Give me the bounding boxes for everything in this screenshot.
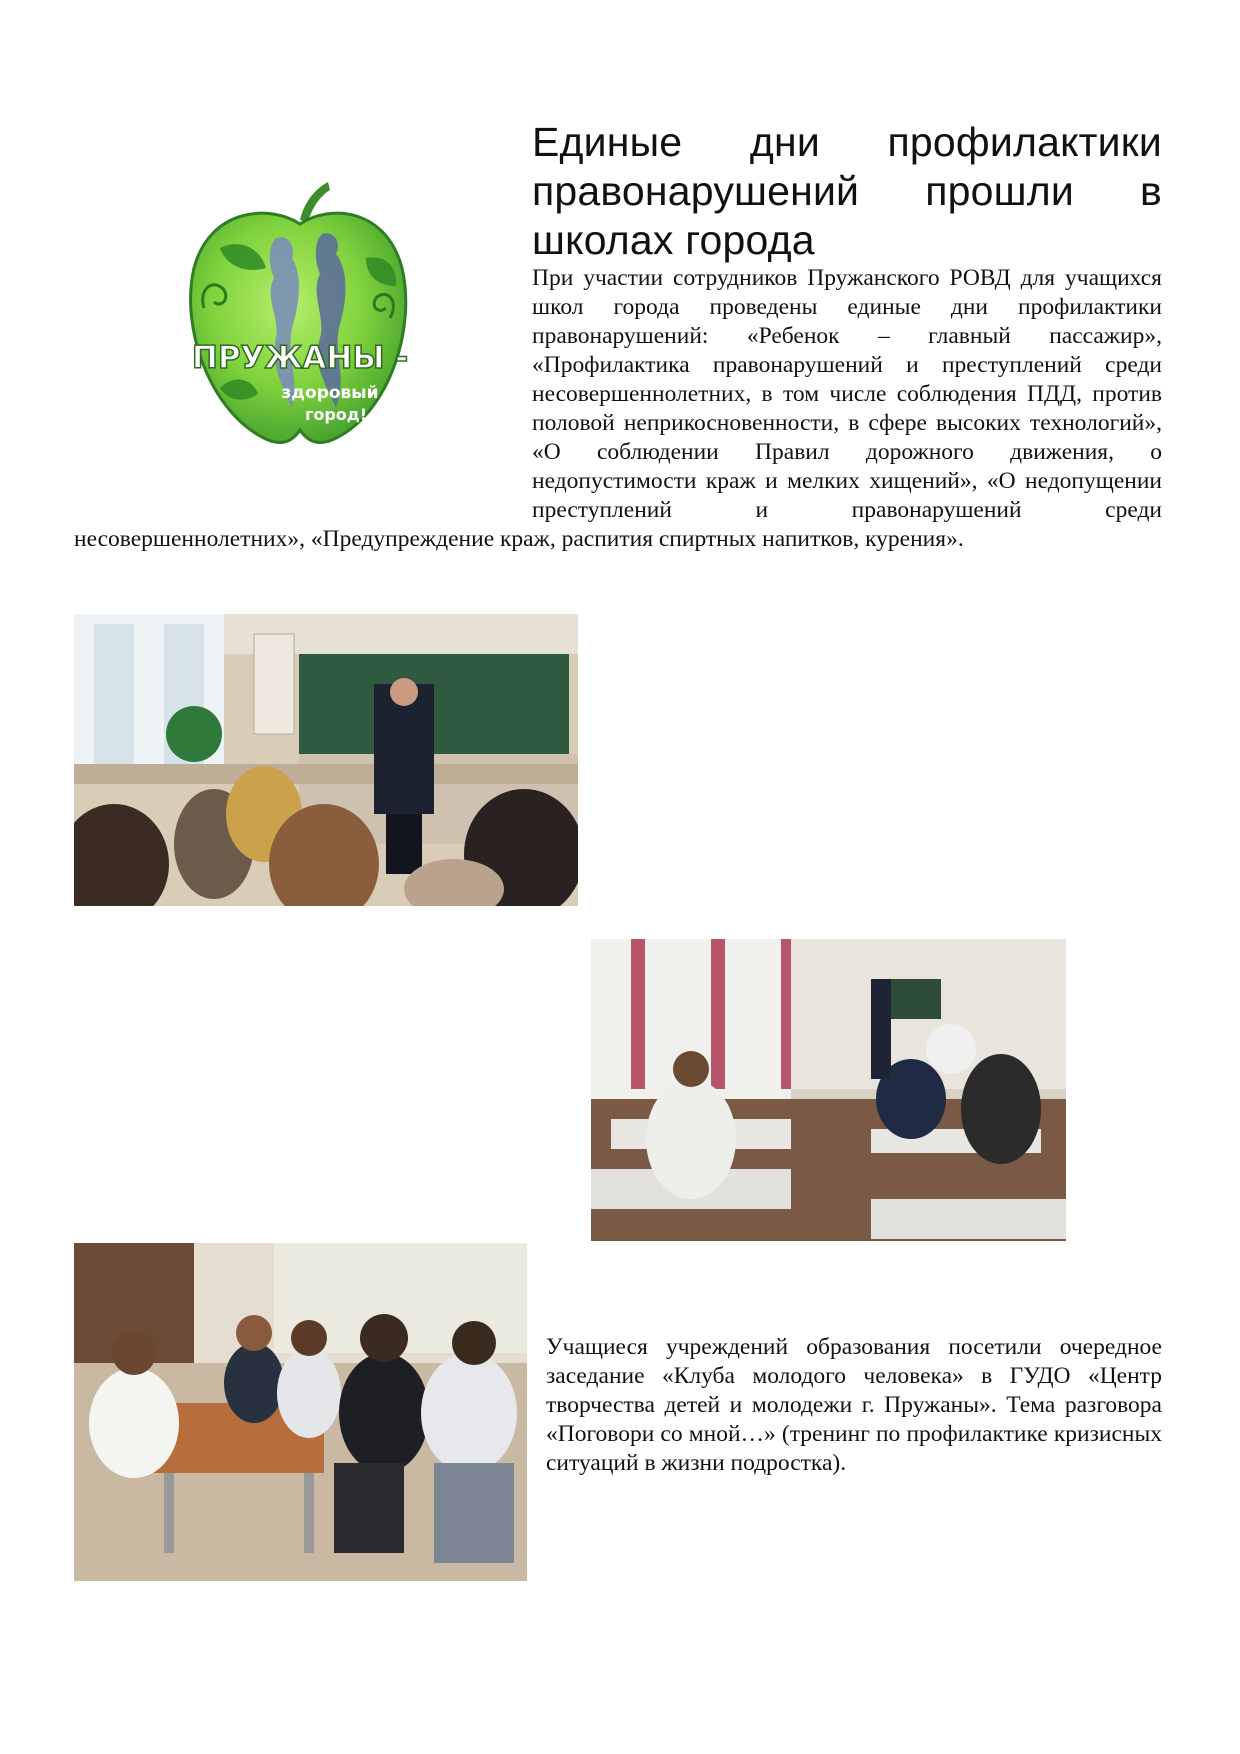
logo-line1: ПРУЖАНЫ -	[191, 340, 409, 376]
logo-float-spacer	[74, 264, 532, 525]
photo-club-meeting	[74, 1243, 527, 1581]
photo-classroom-students	[591, 939, 1066, 1241]
photo-classroom-officer	[74, 614, 578, 906]
logo-line3: город!	[304, 405, 368, 424]
article-intro	[74, 264, 1162, 554]
logo-line2: здоровый	[281, 383, 379, 403]
article-title: Единые дни профилактики правонарушений прошли в школах города	[532, 119, 1162, 263]
article-intro-text: При участии сотрудников Пружанского РОВД для учащихся школ города проведены единые дни профилактики правонарушений: «Ребенок – главный пассажир», «Профилактика правонарушений и преступлений среди несовершеннолетних, в том числе соблюдения ПДД, против половой неприкосновенности, в сфере высоких технологий», «О соблюдении Правил дорожного движения, о недопустимости краж и мелких хищений», «О недопущении преступлений и правонарушений среди несовершеннолетних», «Предупреждение краж, распития спиртных напитков, курения».	[74, 265, 1162, 552]
club-meeting-text: Учащиеся учреждений образования посетили очередное заседание «Клуба молодого человека» в ГУДО «Центр творчества детей и молодежи г. Пружаны». Тема разговора «Поговори со мной…» (тренинг по профилактике кризисных ситуаций в жизни подростка).	[546, 1334, 1162, 1476]
